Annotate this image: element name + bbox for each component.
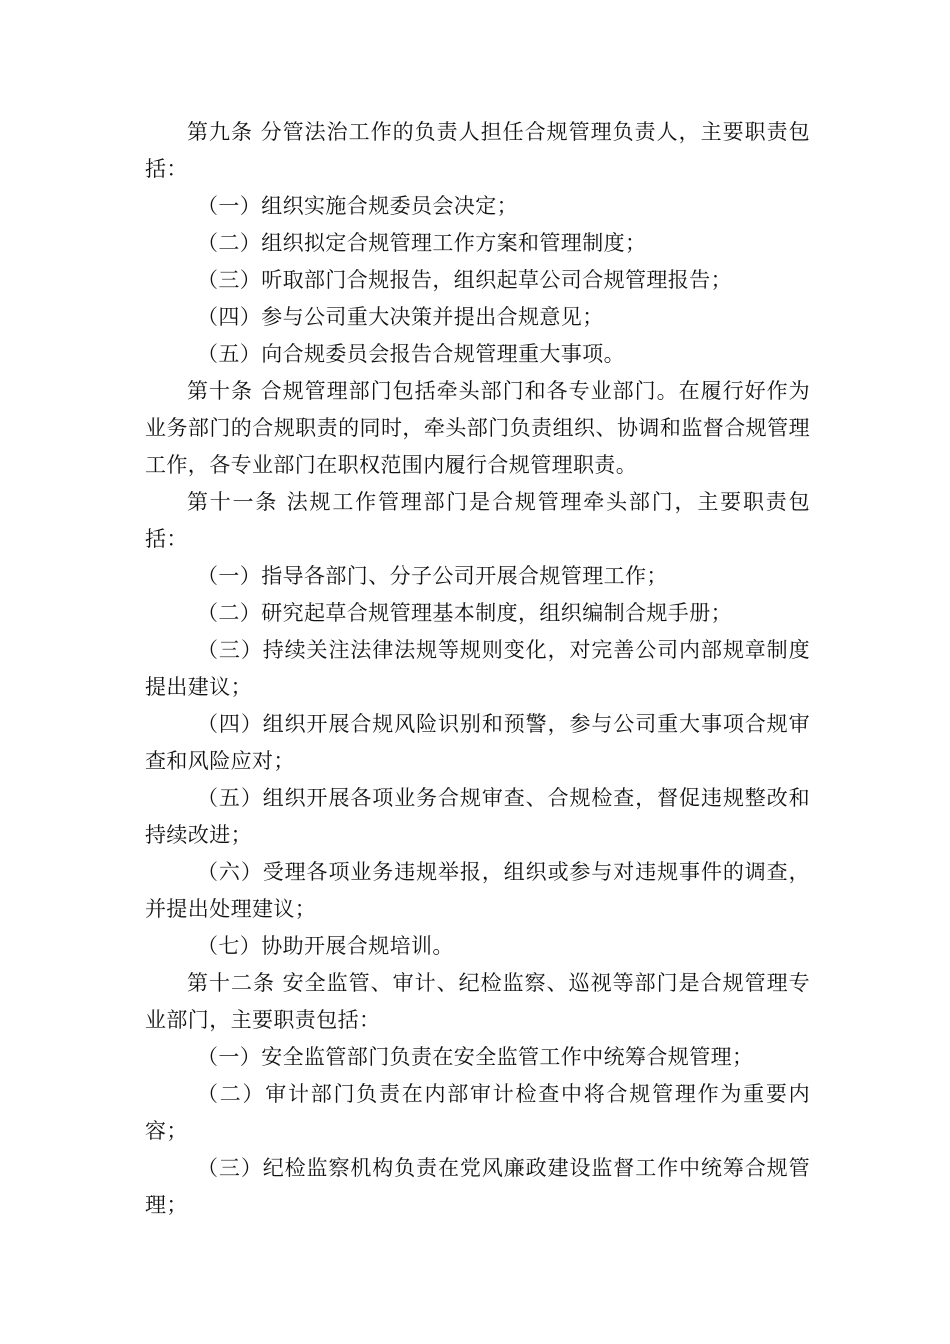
article-9-item-5: （五）向合规委员会报告合规管理重大事项。 [197, 342, 625, 366]
article-11-item-5: （五）组织开展各项业务合规审查、合规检查，督促违规整改和持续改进； [145, 786, 810, 847]
article-11-item-7: （七）协助开展合规培训。 [197, 934, 454, 958]
article-9-item-2: （二）组织拟定合规管理工作方案和管理制度； [197, 231, 647, 255]
article-11-item-3: （三）持续关注法律法规等规则变化，对完善公司内部规章制度提出建议； [145, 638, 810, 699]
document-body [145, 114, 810, 1224]
article-12-item-2: （二）审计部门负责在内部审计检查中将合规管理作为重要内容； [145, 1082, 810, 1143]
article-9-paragraph: 第九条 分管法治工作的负责人担任合规管理负责人，主要职责包括： [145, 120, 810, 181]
article-12-paragraph: 第十二条 安全监管、审计、纪检监察、巡视等部门是合规管理专业部门，主要职责包括： [145, 971, 810, 1032]
article-9-item-3: （三）听取部门合规报告，组织起草公司合规管理报告； [197, 268, 732, 292]
article-11-paragraph: 第十一条 法规工作管理部门是合规管理牵头部门，主要职责包括： [145, 490, 810, 551]
article-9-item-1: （一）组织实施合规委员会决定； [197, 194, 518, 218]
article-11-item-4: （四）组织开展合规风险识别和预警，参与公司重大事项合规审查和风险应对； [145, 712, 810, 773]
article-11-item-1: （一）指导各部门、分子公司开展合规管理工作； [197, 564, 668, 588]
article-11-item-2: （二）研究起草合规管理基本制度，组织编制合规手册； [197, 601, 732, 625]
article-9-item-4: （四）参与公司重大决策并提出合规意见； [197, 305, 604, 329]
article-12-item-1: （一）安全监管部门负责在安全监管工作中统筹合规管理； [197, 1045, 754, 1069]
article-11-item-6: （六）受理各项业务违规举报，组织或参与对违规事件的调查，并提出处理建议； [145, 860, 810, 921]
article-10-paragraph: 第十条 合规管理部门包括牵头部门和各专业部门。在履行好作为业务部门的合规职责的同时，牵头部门负责组织、协调和监督合规管理工作，各专业部门在职权范围内履行合规管理职责。 [145, 379, 810, 477]
article-12-item-3: （三）纪检监察机构负责在党风廉政建设监督工作中统筹合规管理； [145, 1156, 810, 1217]
